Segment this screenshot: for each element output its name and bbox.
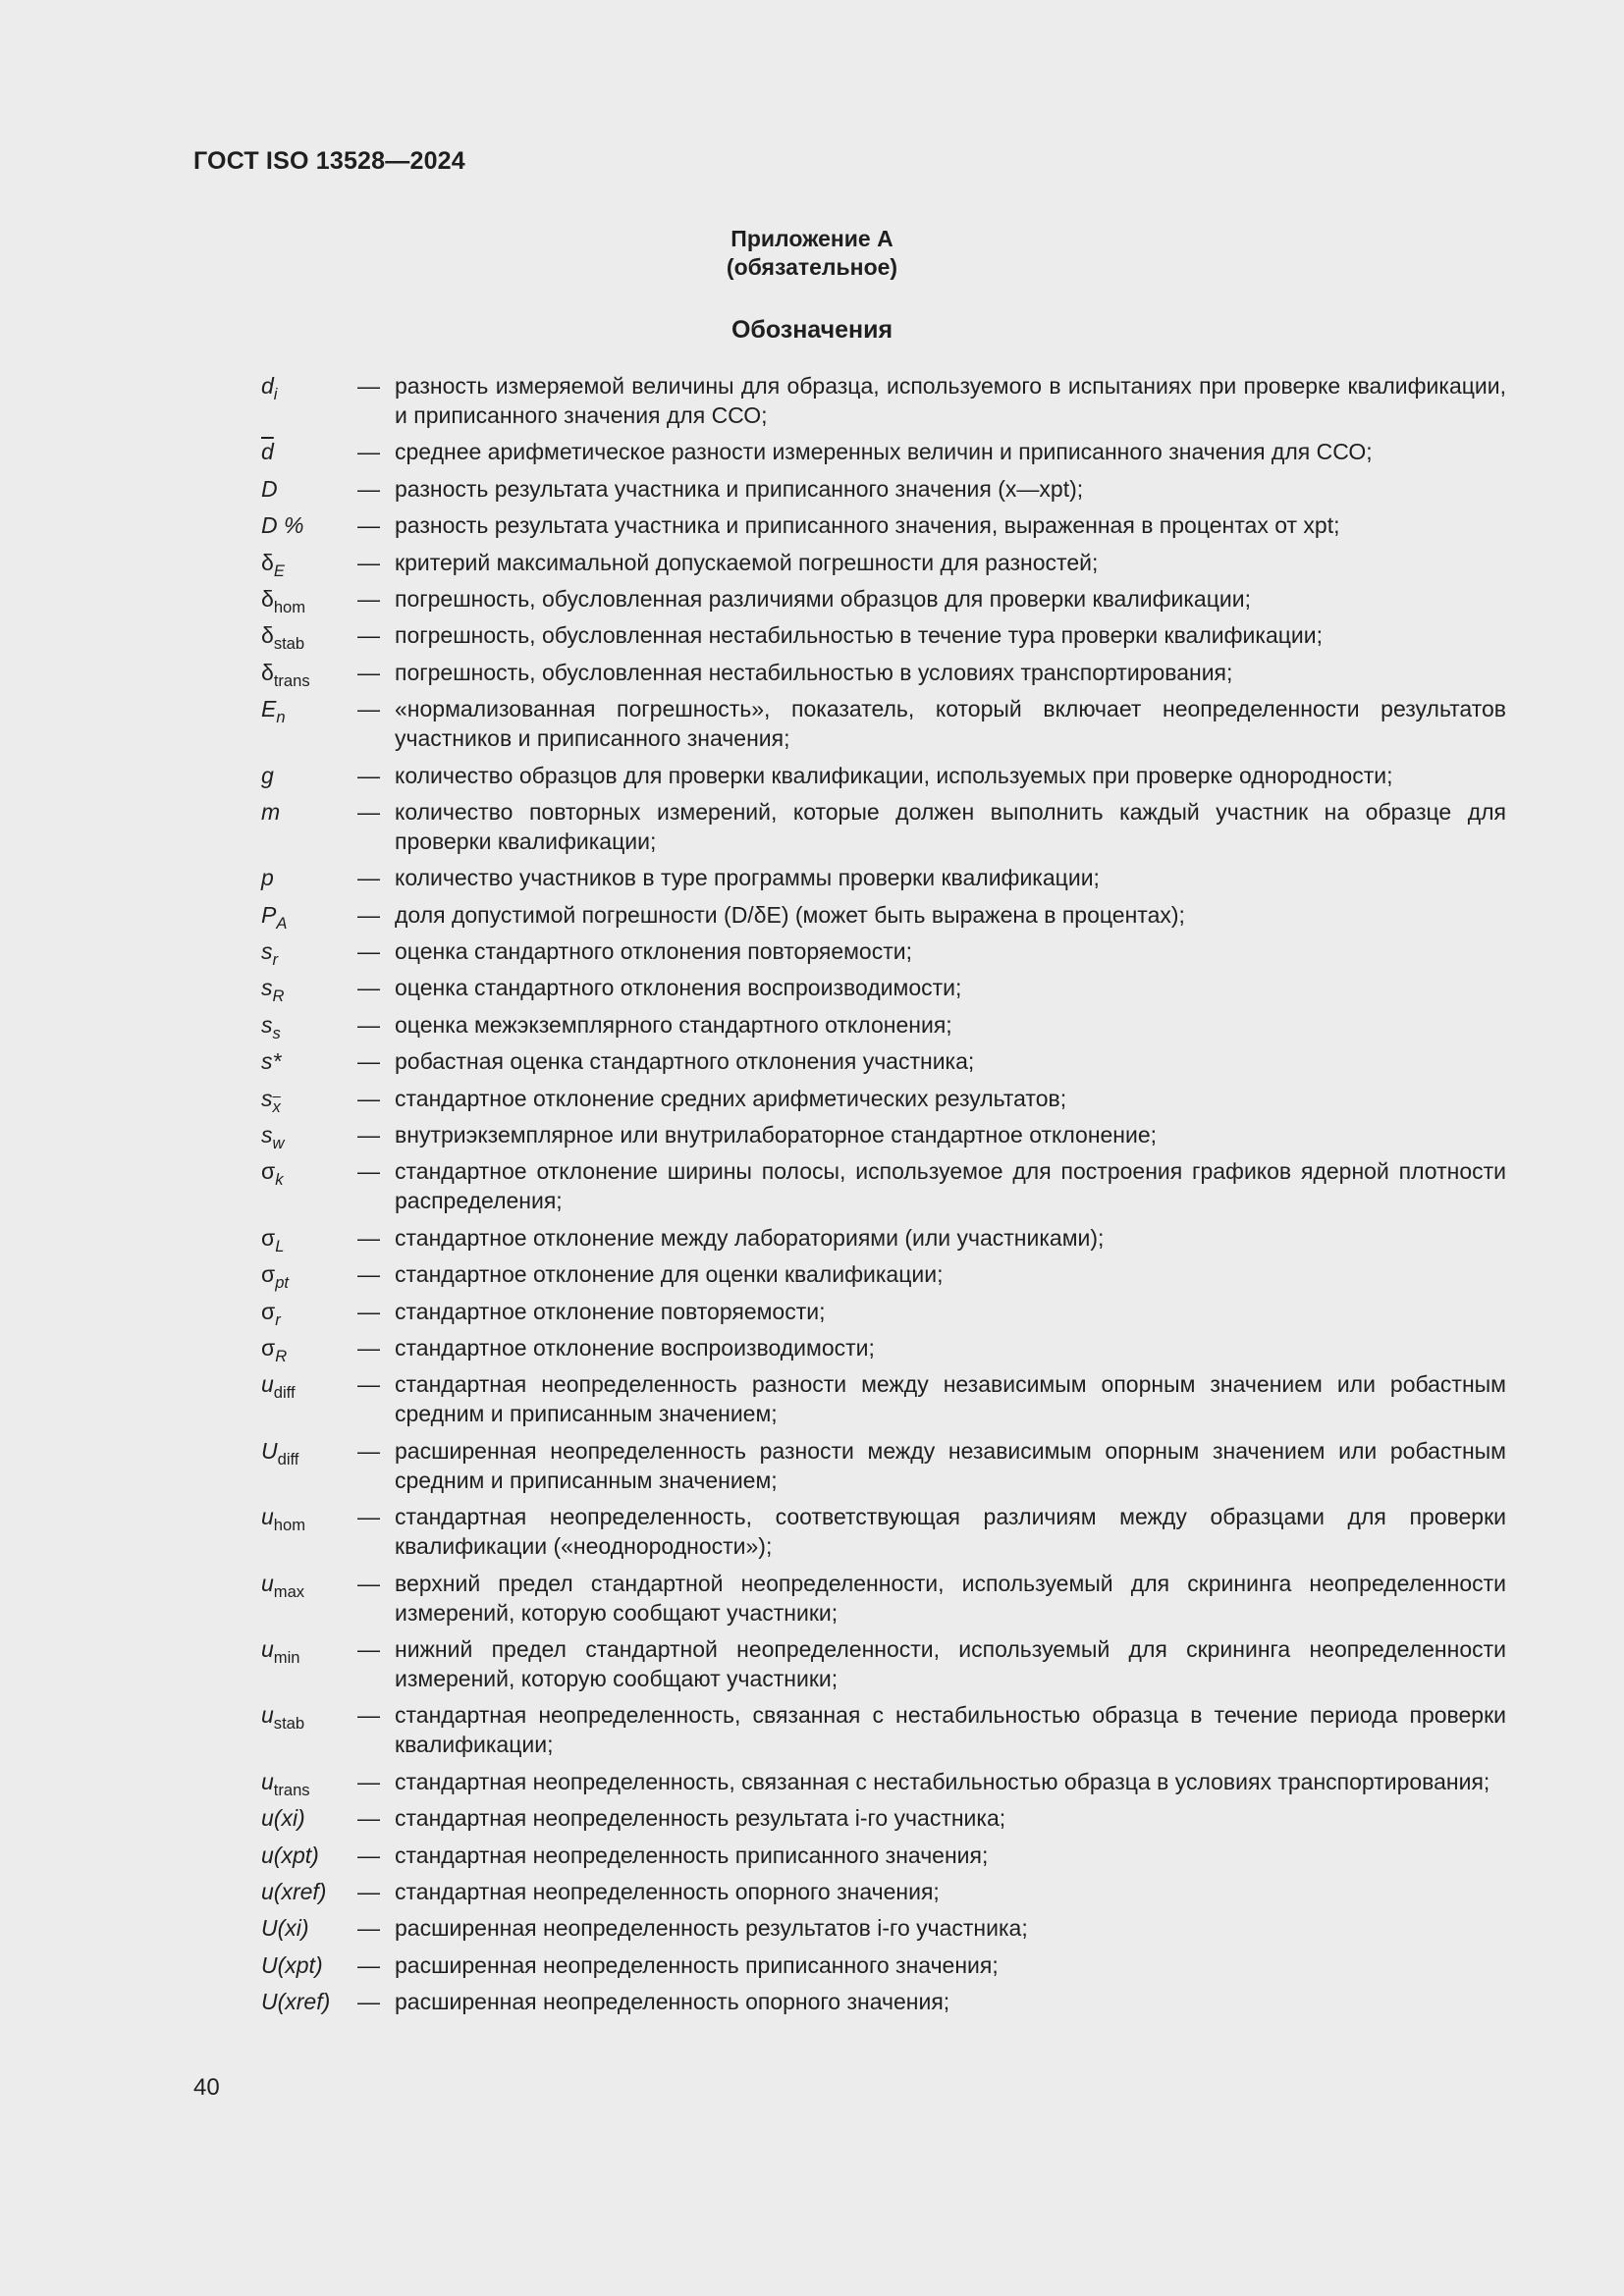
- description: стандартное отклонение воспроизводимости;: [395, 1334, 875, 1361]
- description: расширенная неопределенность результатов i-го участника;: [395, 1915, 1028, 1942]
- description: стандартная неопределенность, связанная с нестабильностью образца в условиях транспортирования;: [395, 1768, 1490, 1794]
- definition-row: [261, 1767, 1506, 1799]
- definition-row: [261, 694, 1506, 753]
- description: стандартное отклонение для оценки квалификации;: [395, 1261, 944, 1288]
- definition-row: [261, 658, 1506, 690]
- dash: —: [357, 1702, 380, 1729]
- symbol: D: [261, 475, 278, 502]
- description: стандартное отклонение повторяемости;: [395, 1298, 826, 1324]
- dash: —: [357, 1951, 380, 1978]
- description: разность результата участника и приписанного значения (x—xpt);: [395, 475, 1084, 502]
- definition-row: [261, 1369, 1506, 1428]
- symbol: $P_A$: [261, 901, 288, 933]
- dash: —: [357, 975, 380, 1001]
- symbol: u(xref): [261, 1878, 327, 1904]
- symbol: D %: [261, 512, 304, 539]
- symbol: $\sigma_L$: [261, 1224, 285, 1255]
- description: расширенная неопределенность разности между независимым опорным значением или робастным средним и приписанным значением;: [395, 1437, 1506, 1493]
- dash: —: [357, 762, 380, 788]
- symbol: U(xref): [261, 1989, 331, 2015]
- dash: —: [357, 475, 380, 502]
- symbol: $\sigma_{pt}$: [261, 1261, 290, 1292]
- dash: —: [357, 1635, 380, 1662]
- symbol: p: [261, 865, 274, 891]
- symbol: $\sigma_k$: [261, 1158, 284, 1190]
- definition-row: [261, 1803, 1506, 1833]
- symbol: $\overline{d}$: [261, 439, 274, 465]
- definition-row: [261, 1987, 1506, 2016]
- definition-row: [261, 797, 1506, 856]
- dash: —: [357, 1989, 380, 2015]
- definition-row: [261, 973, 1506, 1006]
- definition-row: [261, 1223, 1506, 1253]
- definition-row: [261, 1700, 1506, 1759]
- dash: —: [357, 1915, 380, 1942]
- symbol: $s_{\overline{x}}$: [261, 1085, 281, 1116]
- dash: —: [357, 659, 380, 685]
- description: внутриэкземплярное или внутрилабораторное стандартное отклонение;: [395, 1122, 1158, 1148]
- definition-row: [261, 1084, 1506, 1116]
- description: верхний предел стандартной неопределенности, используемый для скрининга неопределенности измерений, которую сообщают участники;: [395, 1570, 1506, 1626]
- symbol: $\delta_{trans}$: [261, 659, 310, 690]
- dash: —: [357, 512, 380, 539]
- definition-row: [261, 584, 1506, 614]
- definition-row: [261, 1436, 1506, 1495]
- symbol: $u_{max}$: [261, 1570, 305, 1601]
- definition-row: [261, 936, 1506, 969]
- dash: —: [357, 1224, 380, 1251]
- description: робастная оценка стандартного отклонения участника;: [395, 1048, 975, 1075]
- description: разность результата участника и приписанного значения, выраженная в процентах от xpt;: [395, 512, 1340, 539]
- dash: —: [357, 1570, 380, 1596]
- dash: —: [357, 373, 380, 399]
- description: погрешность, обусловленная нестабильностью в течение тура проверки квалификации;: [395, 622, 1323, 649]
- description: разность измеряемой величины для образца, используемого в испытаниях при проверке квалификации, и приписанного значения для ССО;: [395, 373, 1506, 428]
- definition-row: [261, 1634, 1506, 1693]
- symbol: $u_{hom}$: [261, 1504, 305, 1534]
- appendix-heading: [0, 225, 1624, 282]
- description: нижний предел стандартной неопределенности, используемый для скрининга неопределенности измерений, которую сообщают участники;: [395, 1635, 1506, 1691]
- symbol: $\delta_{stab}$: [261, 622, 305, 654]
- definition-row: [261, 474, 1506, 504]
- symbol: U(xi): [261, 1915, 309, 1942]
- symbol: $u_{min}$: [261, 1635, 300, 1667]
- definition-row: [261, 1046, 1506, 1076]
- dash: —: [357, 439, 380, 465]
- description: «нормализованная погрешность», показатель, который включает неопределенности результатов участников и приписанного значения;: [395, 696, 1506, 752]
- definition-row: [261, 1502, 1506, 1561]
- dash: —: [357, 1011, 380, 1038]
- definition-row: [261, 1913, 1506, 1943]
- description: оценка стандартного отклонения повторяемости;: [395, 938, 912, 965]
- dash: —: [357, 1298, 380, 1324]
- description: оценка межэкземплярного стандартного отклонения;: [395, 1011, 952, 1038]
- dash: —: [357, 1085, 380, 1111]
- symbol: $s_r$: [261, 938, 279, 969]
- dash: —: [357, 1261, 380, 1288]
- description: доля допустимой погрешности (D/δE) (может быть выражена в процентах);: [395, 901, 1185, 928]
- dash: —: [357, 1371, 380, 1398]
- page-number: 40: [193, 2074, 220, 2101]
- symbol: $u_{diff}$: [261, 1371, 296, 1403]
- description: критерий максимальной допускаемой погрешности для разностей;: [395, 549, 1099, 575]
- symbol: $\sigma_R$: [261, 1334, 288, 1365]
- definition-row: [261, 1010, 1506, 1040]
- symbol: $s_s$: [261, 1011, 281, 1042]
- symbol: $u_{stab}$: [261, 1702, 305, 1734]
- symbol: $s_w$: [261, 1122, 285, 1152]
- appendix-status: (обязательное): [726, 254, 898, 280]
- description: количество повторных измерений, которые должен выполнить каждый участник на образце для проверки квалификации;: [395, 798, 1506, 854]
- dash: —: [357, 901, 380, 928]
- dash: —: [357, 1878, 380, 1904]
- definition-row: [261, 548, 1506, 580]
- dash: —: [357, 1504, 380, 1530]
- definition-row: [261, 1950, 1506, 1980]
- description: стандартная неопределенность разности между независимым опорным значением или робастным средним и приписанным значением;: [395, 1371, 1506, 1427]
- symbol: $\delta_{hom}$: [261, 585, 306, 616]
- symbol: m: [261, 798, 281, 825]
- symbol: g: [261, 762, 274, 788]
- dash: —: [357, 938, 380, 965]
- description: расширенная неопределенность приписанного значения;: [395, 1951, 999, 1978]
- symbol: $s_R$: [261, 975, 285, 1006]
- definition-row: [261, 1841, 1506, 1870]
- dash: —: [357, 696, 380, 722]
- symbol: $u_{trans}$: [261, 1768, 310, 1799]
- symbol: $d_i$: [261, 373, 278, 403]
- description: стандартная неопределенность, соответствующая различиям между образцами для проверки квалификации («неоднородности»);: [395, 1504, 1506, 1560]
- dash: —: [357, 622, 380, 649]
- dash: —: [357, 1048, 380, 1075]
- dash: —: [357, 585, 380, 612]
- definition-row: [261, 761, 1506, 790]
- description: количество образцов для проверки квалификации, используемых при проверке однородности;: [395, 762, 1393, 788]
- symbol: $U_{diff}$: [261, 1437, 299, 1468]
- document-code: ГОСТ ISO 13528—2024: [193, 147, 465, 175]
- description: расширенная неопределенность опорного значения;: [395, 1989, 950, 2015]
- definition-row: [261, 1120, 1506, 1152]
- definition-row: [261, 1297, 1506, 1329]
- definition-row: [261, 371, 1506, 430]
- definition-row: [261, 620, 1506, 654]
- description: стандартная неопределенность, связанная с нестабильностью образца в течение периода проверки квалификации;: [395, 1702, 1506, 1758]
- dash: —: [357, 1158, 380, 1185]
- definition-row: [261, 510, 1506, 540]
- dash: —: [357, 549, 380, 575]
- description: стандартная неопределенность результата i-го участника;: [395, 1805, 1006, 1832]
- definition-row: [261, 1333, 1506, 1365]
- section-title: Обозначения: [731, 316, 893, 344]
- dash: —: [357, 865, 380, 891]
- definition-row: [261, 1259, 1506, 1292]
- definition-row: [261, 863, 1506, 892]
- symbol: u(xpt): [261, 1842, 319, 1868]
- dash: —: [357, 1842, 380, 1868]
- description: стандартная неопределенность опорного значения;: [395, 1878, 940, 1904]
- dash: —: [357, 1437, 380, 1464]
- description: стандартное отклонение средних арифметических результатов;: [395, 1085, 1067, 1111]
- description: погрешность, обусловленная нестабильностью в условиях транспортирования;: [395, 659, 1233, 685]
- symbol: $\delta_E$: [261, 549, 285, 580]
- definition-row: [261, 1156, 1506, 1215]
- symbol: u(xi): [261, 1805, 305, 1832]
- symbol: U(xpt): [261, 1951, 323, 1978]
- definition-row: [261, 437, 1506, 466]
- description: оценка стандартного отклонения воспроизводимости;: [395, 975, 962, 1001]
- description: стандартное отклонение ширины полосы, используемое для построения графиков ядерной плотности распределения;: [395, 1158, 1506, 1214]
- definition-row: [261, 900, 1506, 933]
- description: количество участников в туре программы проверки квалификации;: [395, 865, 1100, 891]
- dash: —: [357, 798, 380, 825]
- definition-row: [261, 1877, 1506, 1906]
- description: стандартная неопределенность приписанного значения;: [395, 1842, 989, 1868]
- dash: —: [357, 1334, 380, 1361]
- dash: —: [357, 1122, 380, 1148]
- symbol: s*: [261, 1048, 282, 1075]
- dash: —: [357, 1768, 380, 1794]
- dash: —: [357, 1805, 380, 1832]
- symbol: $\sigma_r$: [261, 1298, 281, 1329]
- symbol: $E_n$: [261, 696, 286, 726]
- appendix-title: Приложение А: [731, 226, 893, 251]
- description: стандартное отклонение между лабораториями (или участниками);: [395, 1224, 1105, 1251]
- definition-row: [261, 1569, 1506, 1628]
- description: среднее арифметическое разности измеренных величин и приписанного значения для ССО;: [395, 439, 1373, 465]
- definitions-list: [261, 371, 1506, 2023]
- description: погрешность, обусловленная различиями образцов для проверки квалификации;: [395, 585, 1251, 612]
